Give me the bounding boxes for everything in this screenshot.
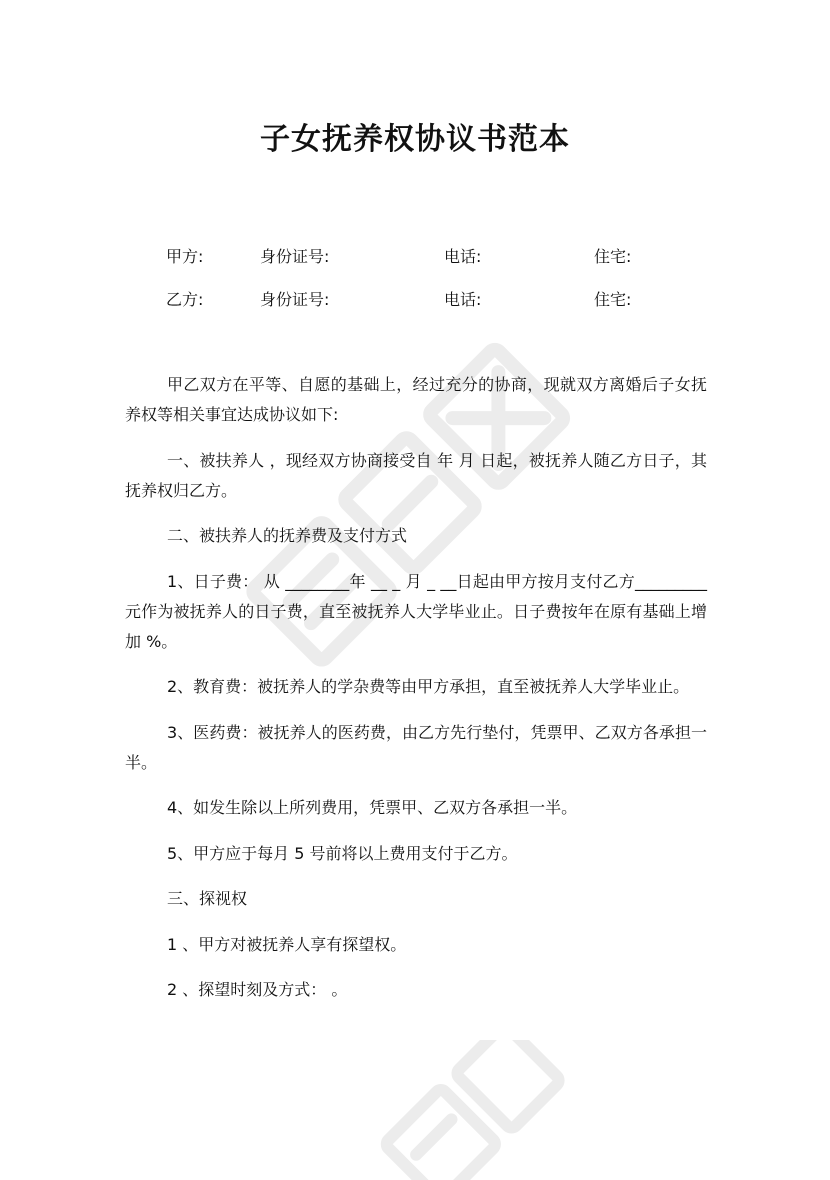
paragraph-clause-3-heading: 三、探视权 [167, 889, 248, 908]
paragraph-clause-1: 一、被扶养人 ，现经双方协商接受自 年 月 日起，被抚养人随乙方日子，其抚养权归乙方。 [125, 450, 707, 500]
paragraph-other-expenses: 4、如发生除以上所列费用，凭票甲、乙双方各承担一半。 [167, 798, 578, 817]
paragraph-payment-date: 5、甲方应于每月 5 号前将以上费用支付于乙方。 [167, 843, 518, 863]
paragraph-visitation-time: 2 、探望时刻及方式： 。 [167, 980, 348, 999]
paragraph-education-expenses: 2、教育费：被抚养人的学杂费等由甲方承担，直至被抚养人大学毕业止。 [167, 677, 690, 696]
party-b-id-label: 身份证号: [260, 290, 330, 309]
party-a-label: 甲方: [166, 247, 204, 266]
party-b-phone-label: 电话: [444, 290, 482, 309]
paragraph-intro: 甲乙双方在平等、自愿的基础上，经过充分的协商，现就双方离婚后子女抚养权等相关事宜达成协议如下: [125, 375, 707, 424]
paragraph-clause-2-heading: 二、被扶养人的抚养费及支付方式 [167, 526, 408, 545]
party-b-label: 乙方: [166, 290, 204, 309]
party-a-row [0, 244, 830, 268]
party-b-address-label: 住宅: [594, 290, 632, 309]
paragraph-medical-expenses: 3、医药费：被抚养人的医药费，由乙方先行垫付，凭票甲、乙双方各承担一半。 [125, 722, 707, 772]
agreement-body [125, 370, 707, 1021]
paragraph-visitation-right: 1 、甲方对被抚养人享有探望权。 [167, 934, 407, 954]
document-title: 子女抚养权协议书范本 [260, 122, 570, 157]
party-a-phone-label: 电话: [444, 247, 482, 266]
party-a-id-label: 身份证号: [260, 247, 330, 266]
paragraph-living-expenses: 1、日子费： 从 ________年 __ _ 月 _ __日起由甲方按月支付乙方_________ 元作为被抚养人的日子费，直至被抚养人大学毕业止。日子费按年在原有基础上增加 %。 [125, 571, 707, 651]
watermark-logo-bottom [330, 1040, 580, 1180]
party-b-row [0, 287, 830, 311]
party-a-address-label: 住宅: [594, 247, 632, 266]
